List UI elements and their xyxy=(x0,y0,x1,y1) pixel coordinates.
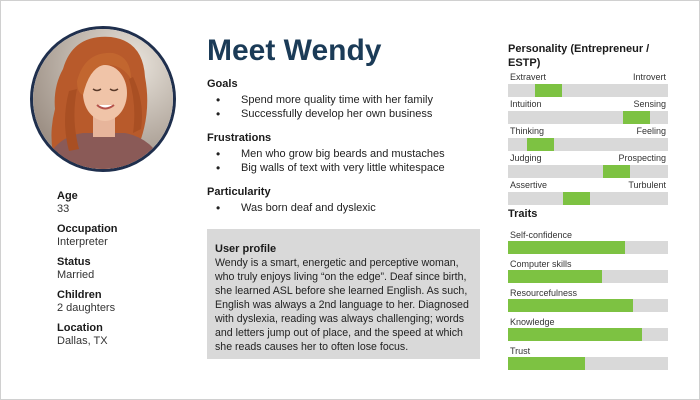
trait-bar xyxy=(508,227,668,256)
fact-occupation xyxy=(57,222,197,249)
scale-right-label: Feeling xyxy=(636,126,666,136)
trait-bar xyxy=(508,285,668,314)
scale-marker xyxy=(527,138,554,151)
fact-value: 33 xyxy=(57,203,70,215)
trait-fill xyxy=(508,241,625,254)
fact-children xyxy=(57,288,197,315)
trait-track xyxy=(508,299,668,312)
goals-list xyxy=(207,93,497,121)
trait-fill xyxy=(508,299,633,312)
personality-scale xyxy=(508,151,668,178)
scale-left-label: Extravert xyxy=(510,72,547,82)
fact-status xyxy=(57,255,197,282)
traits-heading: Traits xyxy=(508,208,538,220)
user-profile-box xyxy=(207,229,480,359)
trait-bar xyxy=(508,343,668,372)
scale-marker xyxy=(535,84,562,97)
fact-value: Married xyxy=(57,269,95,281)
scale-left-label: Thinking xyxy=(510,126,545,136)
list-item: • Spend more quality time with her family xyxy=(207,93,497,107)
scale-right-label: Introvert xyxy=(632,72,666,82)
trait-track xyxy=(508,357,668,370)
fact-label: Age xyxy=(57,190,78,202)
scale-marker xyxy=(563,192,590,205)
frustrations-heading: Frustrations xyxy=(207,132,272,144)
personality-scale xyxy=(508,124,668,151)
scale-marker xyxy=(623,111,650,124)
page-title: Meet Wendy xyxy=(207,34,382,67)
personality-scale xyxy=(508,70,668,97)
trait-bar xyxy=(508,256,668,285)
fact-label: Occupation xyxy=(57,223,118,235)
scale-left-label: Judging xyxy=(510,153,542,163)
list-item: • Successfully develop her own business xyxy=(207,107,497,121)
scale-track xyxy=(508,192,668,205)
trait-fill xyxy=(508,328,642,341)
scale-right-label: Prospecting xyxy=(618,153,666,163)
fact-value: Interpreter xyxy=(57,236,108,248)
personality-heading: Personality (Entrepreneur / ESTP) xyxy=(508,43,650,69)
fact-value: 2 daughters xyxy=(57,302,116,314)
goals-heading: Goals xyxy=(207,78,238,90)
scale-left-label: Assertive xyxy=(510,180,548,190)
trait-label: Trust xyxy=(510,346,531,356)
particularity-list xyxy=(207,201,497,215)
scale-left-label: Intuition xyxy=(510,99,542,109)
goals-section xyxy=(207,77,497,121)
user-profile-heading: User profile xyxy=(215,243,277,255)
fact-value: Dallas, TX xyxy=(57,335,108,347)
trait-bar xyxy=(508,314,668,343)
trait-track xyxy=(508,270,668,283)
list-item: • Big walls of text with very little whitespace xyxy=(207,161,497,175)
list-item: • Was born deaf and dyslexic xyxy=(207,201,497,215)
fact-age xyxy=(57,189,197,216)
trait-track xyxy=(508,241,668,254)
fact-label: Location xyxy=(57,322,103,334)
fact-location xyxy=(57,321,197,348)
personality-section xyxy=(508,42,668,205)
traits-section xyxy=(508,207,668,372)
scale-marker xyxy=(603,165,630,178)
trait-fill xyxy=(508,270,602,283)
scale-track xyxy=(508,84,668,97)
scale-right-label: Sensing xyxy=(633,99,666,109)
frustrations-list xyxy=(207,147,497,175)
scale-track xyxy=(508,111,668,124)
frustrations-section xyxy=(207,131,497,175)
personality-scale xyxy=(508,178,668,205)
personality-scale xyxy=(508,97,668,124)
user-profile-text: Wendy is a smart, energetic and perceptive woman, who truly enjoys living “on the edge”. Deaf since birth, she learned ASL before she learned English. As such, English was always a 2nd language to her. Diagnosed with dyslexia, reading was always challenging; words and letters jump out of place, and the speed at which she reads causes her to often lose focus. xyxy=(215,257,469,353)
trait-fill xyxy=(508,357,585,370)
persona-photo xyxy=(30,26,176,172)
particularity-heading: Particularity xyxy=(207,186,271,198)
persona-facts xyxy=(57,189,197,354)
fact-label: Status xyxy=(57,256,91,268)
scale-track xyxy=(508,165,668,178)
personality-scales xyxy=(508,70,668,205)
particularity-section xyxy=(207,185,497,215)
fact-label: Children xyxy=(57,289,102,301)
scale-track xyxy=(508,138,668,151)
scale-right-label: Turbulent xyxy=(628,180,666,190)
trait-label: Resourcefulness xyxy=(510,288,578,298)
list-item: • Men who grow big beards and mustaches xyxy=(207,147,497,161)
trait-label: Knowledge xyxy=(510,317,555,327)
trait-label: Self-confidence xyxy=(510,230,573,240)
trait-track xyxy=(508,328,668,341)
trait-label: Computer skills xyxy=(510,259,572,269)
